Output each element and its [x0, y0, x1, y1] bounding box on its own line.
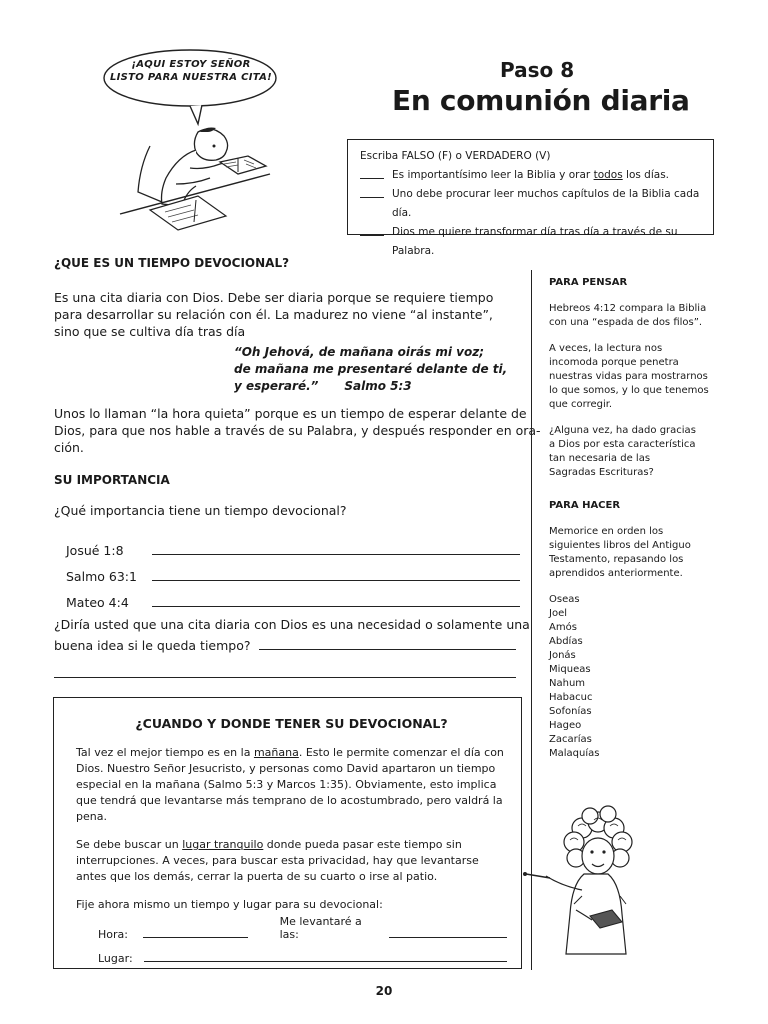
- time-row: Hora: Me levantaré a las:: [98, 921, 507, 941]
- when-where-heading: ¿CUANDO Y DONDE TENER SU DEVOCIONAL?: [135, 716, 448, 731]
- list-item: Oseas: [549, 594, 580, 605]
- list-item: Amós: [549, 622, 577, 633]
- sidebar-do: PARA HACER Memorice en orden los siguientes libros del Antiguo Testamento, repasando los aprendidos anteriormente. Oseas Joel Amós Abdías Jonás Miqueas Nahum Habacuc Sofonías Hageo Zacarías Malaquías: [549, 499, 719, 761]
- importance-heading: SU IMPORTANCIA: [54, 473, 170, 487]
- teacher-girl-illustration: [520, 800, 660, 970]
- necessity-question: ¿Diría usted que una cita diaria con Dios es una necesidad o solamente una: [54, 617, 530, 632]
- hora-field[interactable]: [143, 936, 247, 938]
- list-item: Miqueas: [549, 664, 591, 675]
- page-number: 20: [375, 984, 393, 998]
- list-item: Malaquías: [549, 748, 600, 759]
- devotional-heading: ¿QUE ES UN TIEMPO DEVOCIONAL?: [54, 256, 290, 270]
- list-item: Sofonías: [549, 706, 592, 717]
- morning-paragraph: Tal vez el mejor tiempo es en la mañana. Esto le permite comenzar el día con Dios. Nuestro Señor Jesucristo, y personas como David apartaron un tiempo especial en la mañana (Salmo 5:3 y Marcos 1:35). Obviamente, esto implica que tendrá que levantarse más temprano de lo acostumbrado, pero valdrá la pena.: [76, 746, 504, 823]
- sidebar-think: PARA PENSAR Hebreos 4:12 compara la Biblia con una “espada de dos filos”. A veces, la lectura nos incomoda porque penetra nuestras vidas para mostrarnos lo que somos, y lo que tenemos que corregir. ¿Alguna vez, ha dado gracias a Dios por esta característica tan necesaria de las Sagradas Escrituras?: [549, 276, 719, 480]
- necessity-answer-row: buena idea si le queda tiempo?: [54, 638, 516, 653]
- list-item: Habacuc: [549, 692, 593, 703]
- list-item: Zacarías: [549, 734, 592, 745]
- answer-line[interactable]: [152, 553, 520, 555]
- think-heading: PARA PENSAR: [549, 277, 628, 288]
- true-false-item: Es importantísimo leer la Biblia y orar todos los días.: [360, 166, 705, 185]
- importance-question: ¿Qué importancia tiene un tiempo devocional?: [54, 503, 347, 518]
- list-item: Abdías: [549, 636, 583, 647]
- speech-bubble-line1: ¡AQUI ESTOY SEÑOR: [131, 59, 251, 70]
- quiet-place-paragraph: Se debe buscar un lugar tranquilo donde pueda pasar este tiempo sin interrupciones. A veces, para buscar esta privacidad, hay que levantarse antes que los demás, cerrar la puerta de su cuarto o irse al patio.: [76, 838, 479, 883]
- scripture-quote: “Oh Jehová, de mañana oirás mi voz; de mañana me presentaré delante de ti, y esperaré.” Salmo 5:3: [234, 345, 508, 393]
- lugar-field[interactable]: [144, 960, 507, 962]
- answer-line[interactable]: [152, 579, 520, 581]
- step-label: Paso 8: [500, 58, 575, 82]
- when-where-box: [53, 697, 522, 969]
- true-false-item: Dios me quiere transformar día tras día a través de su Palabra.: [360, 223, 705, 261]
- answer-line[interactable]: [54, 676, 516, 678]
- speech-bubble-line2: LISTO PARA NUESTRA CITA!: [109, 72, 273, 83]
- books-list: [549, 593, 719, 761]
- do-heading: PARA HACER: [549, 500, 621, 511]
- list-item: Jonás: [549, 650, 576, 661]
- quiet-hour-paragraph: Unos lo llaman “la hora quieta” porque es un tiempo de esperar delante de Dios, para que nos hable a través de su Palabra, y después responder en ora- ción.: [54, 406, 541, 455]
- wake-time-field[interactable]: [389, 936, 507, 938]
- reading-student-illustration: [0, 0, 300, 240]
- quote-reference: Salmo 5:3: [344, 379, 412, 393]
- answer-line[interactable]: [259, 648, 516, 650]
- page-title: En comunión diaria: [392, 84, 690, 117]
- true-false-instruction: Escriba FALSO (F) o VERDADERO (V): [360, 150, 551, 162]
- reference-answer-row: Josué 1:8: [66, 530, 520, 558]
- reference-answer-row: Salmo 63:1: [66, 558, 520, 584]
- set-time-instruction: Fije ahora mismo un tiempo y lugar para su devocional:: [76, 898, 383, 911]
- list-item: Hageo: [549, 720, 582, 731]
- devotional-paragraph: Es una cita diaria con Dios. Debe ser diaria porque se requiere tiempo para desarrollar su relación con él. La madurez no viene “al instante”, sino que se cultiva día tras día: [54, 290, 494, 339]
- answer-blank[interactable]: [360, 185, 384, 198]
- answer-line[interactable]: [152, 605, 520, 607]
- list-item: Joel: [549, 608, 567, 619]
- place-row: Lugar:: [98, 941, 507, 965]
- list-item: Nahum: [549, 678, 586, 689]
- true-false-box: [347, 139, 714, 257]
- answer-blank[interactable]: [360, 166, 384, 179]
- answer-blank[interactable]: [360, 223, 384, 236]
- reference-answer-row: Mateo 4:4: [66, 584, 520, 610]
- true-false-item: Uno debe procurar leer muchos capítulos de la Biblia cada día.: [360, 185, 705, 223]
